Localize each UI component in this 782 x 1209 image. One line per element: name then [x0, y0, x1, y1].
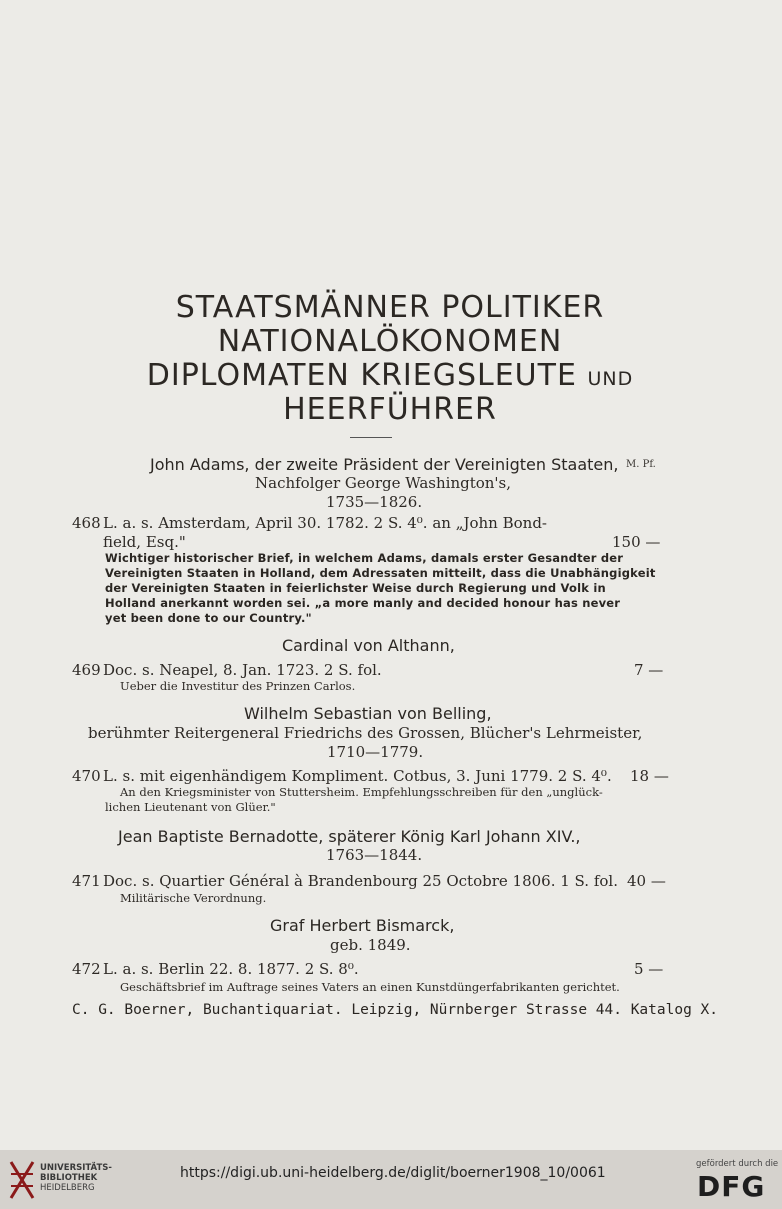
title-line-1: STAATSMÄNNER POLITIKER [175, 290, 605, 325]
entry-468-name: John Adams, der zweite Präsident der Vereinigten Staaten, [150, 455, 619, 474]
entry-469-description: Doc. s. Neapel, 8. Jan. 1723. 2 S. fol. [103, 661, 382, 679]
title-line-2: NATIONALÖKONOMEN [217, 324, 563, 359]
entry-470-name: Wilhelm Sebastian von Belling, [244, 704, 492, 723]
entry-471-description: Doc. s. Quartier Général à Brandenbourg 25 Octobre 1806. 1 S. fol. [103, 872, 618, 890]
funded-by-label: gefördert durch die [696, 1159, 779, 1169]
entry-472-description: L. a. s. Berlin 22. 8. 1877. 2 S. 8⁰. [103, 960, 359, 978]
title-und: UND [587, 368, 634, 390]
entry-472-name: Graf Herbert Bismarck, [270, 916, 455, 935]
entry-468-note-5: yet been done to our Country." [105, 611, 312, 625]
entry-469-number: 469 [72, 661, 101, 679]
entry-471-number: 471 [72, 872, 101, 890]
entry-468-description-cont: field, Esq." [103, 533, 186, 551]
entry-470-note-2: lichen Lieutenant von Glüer." [105, 800, 276, 814]
entry-472-number: 472 [72, 960, 101, 978]
entry-470-number: 470 [72, 767, 101, 785]
entry-470-subtitle: berühmter Reitergeneral Friedrichs des Grossen, Blücher's Lehrmeister, [88, 724, 643, 742]
entry-471-note: Militärische Verordnung. [120, 891, 267, 905]
heidelberg-library-logo-icon [8, 1160, 36, 1200]
entry-469-note: Ueber die Investitur des Prinzen Carlos. [120, 679, 356, 693]
library-name-line-1: UNIVERSITÄTS- [40, 1163, 112, 1173]
entry-468-note-4: Holland anerkannt worden sei. „a more manly and decided honour has never [105, 596, 621, 610]
entry-468-subtitle: Nachfolger George Washington's, [255, 474, 512, 492]
entry-469-price: 7 — [634, 661, 664, 679]
entry-468-price: 150 — [612, 533, 661, 551]
entry-472-dates: geb. 1849. [330, 936, 411, 954]
entry-468-description: L. a. s. Amsterdam, April 30. 1782. 2 S. 4⁰. an „John Bond- [103, 514, 547, 532]
entry-468-note-3: der Vereinigten Staaten in feierlichster Weise durch Regierung und Volk in [105, 581, 606, 595]
title-line-4: HEERFÜHRER [283, 392, 497, 427]
entry-470-note-1: An den Kriegsminister von Stuttersheim. Empfehlungsschreiben für den „unglück- [120, 785, 603, 799]
library-name-line-3: HEIDELBERG [40, 1183, 95, 1193]
entry-468-note-1: Wichtiger historischer Brief, in welchem Adams, damals erster Gesandter der [105, 551, 624, 565]
entry-468-number: 468 [72, 514, 101, 532]
entry-470-description: L. s. mit eigenhändigem Kompliment. Cotbus, 3. Juni 1779. 2 S. 4⁰. [103, 767, 612, 785]
library-name[interactable] [40, 1163, 112, 1193]
library-name-line-2: BIBLIOTHEK [40, 1173, 98, 1183]
permalink-url[interactable]: https://digi.ub.uni-heidelberg.de/diglit/boerner1908_10/0061 [180, 1165, 606, 1181]
entry-471-dates: 1763—1844. [326, 846, 423, 864]
page-footer: C. G. Boerner, Buchantiquariat. Leipzig, Nürnberger Strasse 44. Katalog X. [72, 1002, 719, 1018]
price-column-header: M. Pf. [626, 459, 656, 470]
title-divider [350, 437, 392, 438]
entry-470-price: 18 — [630, 767, 669, 785]
entry-472-price: 5 — [634, 960, 664, 978]
entry-469-name: Cardinal von Althann, [282, 636, 455, 655]
title-line-3: DIPLOMATEN KRIEGSLEUTE UND [146, 358, 634, 393]
entry-471-name: Jean Baptiste Bernadotte, späterer König Karl Johann XIV., [118, 827, 581, 846]
dfg-logo[interactable]: DFG [697, 1170, 766, 1203]
entry-468-dates: 1735—1826. [326, 493, 423, 511]
entry-470-dates: 1710—1779. [327, 743, 424, 761]
entry-468-note-2: Vereinigten Staaten in Holland, dem Adressaten mitteilt, dass die Unabhängigkeit [105, 566, 656, 580]
entry-472-note: Geschäftsbrief im Auftrage seines Vaters an einen Kunstdüngerfabrikanten gerichtet. [120, 980, 620, 994]
entry-471-price: 40 — [627, 872, 666, 890]
